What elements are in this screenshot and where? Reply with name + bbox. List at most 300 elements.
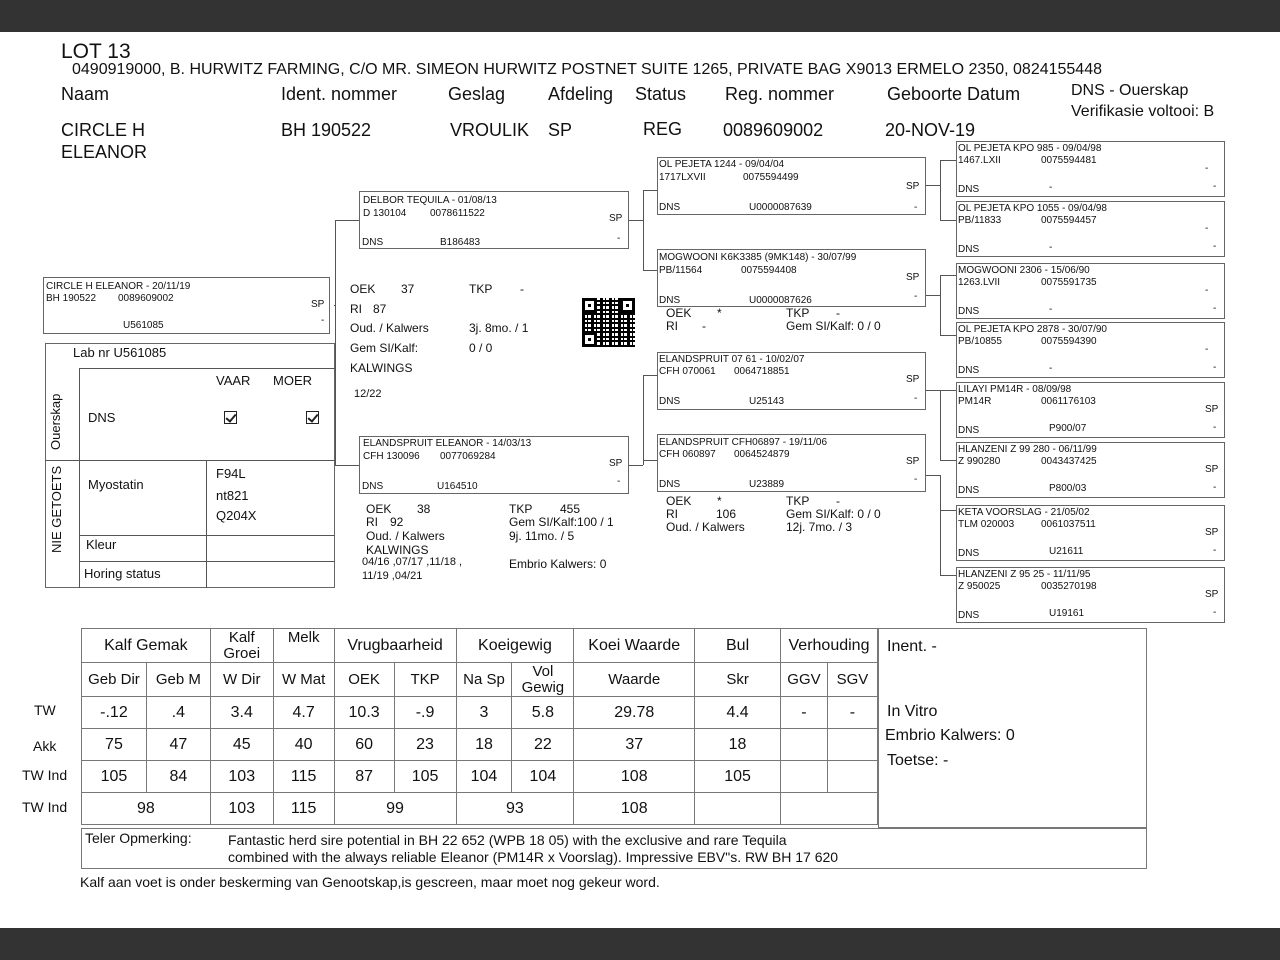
ggp-sp: -	[1205, 344, 1209, 355]
column-header-cell: OEK	[334, 663, 394, 697]
sire-code: B186483	[440, 237, 481, 248]
connector-line	[643, 190, 644, 270]
row-label-tw: TW	[34, 702, 56, 718]
gp4-dns: DNS	[659, 479, 681, 490]
ggp-dash: -	[1213, 607, 1217, 618]
owner-line: 0490919000, B. HURWITZ FARMING, C/O MR. SIMEON HURWITZ POSTNET SUITE 1265, PRIVATE BAG X9013 ERMELO 2350, 0824155448	[72, 61, 1102, 78]
gp3-reg: 0064718851	[734, 366, 790, 377]
akk-cell	[827, 729, 877, 761]
great-grandparent-box	[956, 382, 1225, 438]
connector-line	[940, 275, 941, 335]
animal-name-line2: ELEANOR	[61, 142, 148, 162]
column-header-cell: W Dir	[210, 663, 273, 697]
ggp-title: OL PEJETA KPO 985 - 09/04/98	[958, 143, 1102, 154]
dam-code: U164510	[437, 481, 478, 492]
ggp-dns: DNS	[958, 610, 980, 621]
ggp-dns: DNS	[958, 548, 980, 559]
tw-cell: -.12	[82, 697, 147, 729]
myostatin-q204x: Q204X	[216, 508, 257, 523]
subject-tkp-label: TKP	[469, 282, 493, 296]
ggp-title: HLANZENI Z 95 25 - 11/11/95	[958, 569, 1091, 580]
gp1-id: 1717LXVII	[659, 172, 706, 183]
label-dns-ouerskap: DNS - Ouerskap	[1071, 82, 1189, 99]
ggp-reg: 0043437425	[1041, 456, 1097, 467]
subject-oek-label: OEK	[350, 282, 376, 296]
twind2-kalf-gemak: 98	[82, 793, 211, 825]
gp1-title: OL PEJETA 1244 - 09/04/04	[659, 159, 785, 170]
gp2-oek-value: *	[717, 306, 722, 320]
animal-geboorte: 20-NOV-19	[885, 120, 976, 140]
lab-divider	[79, 535, 335, 536]
group-kalf-gemak: Kalf Gemak	[82, 629, 211, 663]
sire-id: D 130104	[363, 208, 407, 219]
ggp-id: 1467.LXII	[958, 155, 1001, 166]
dam-dns: DNS	[362, 481, 384, 492]
ggp-sp: -	[1205, 163, 1209, 174]
twind-cell: 105	[82, 761, 147, 793]
connector-line	[940, 510, 956, 511]
gp4-title: ELANDSPRUIT CFH06897 - 19/11/06	[659, 437, 828, 448]
connector-line	[940, 160, 941, 220]
ggp-reg: 0061037511	[1041, 519, 1096, 530]
nie-getoets-label: NIE GETOETS	[49, 465, 64, 553]
sire-reg: 0078611522	[430, 208, 485, 219]
column-header-cell: GGV	[780, 663, 827, 697]
ggp-dns: DNS	[958, 244, 980, 255]
ggp-dash: -	[1213, 362, 1217, 373]
lab-ouerskap-label: Ouerskap	[48, 393, 63, 450]
sire-dash: -	[617, 233, 621, 244]
connector-line	[629, 220, 643, 221]
twind2-koeigewig: 93	[456, 793, 574, 825]
gp1-code: U0000087639	[749, 202, 812, 213]
lab-divider	[79, 561, 335, 562]
column-header-cell: SGV	[827, 663, 877, 697]
group-verhouding: Verhouding	[780, 629, 877, 663]
connector-line	[643, 375, 644, 465]
connector-line	[335, 220, 336, 465]
dam-kalwing-dates-2: 11/19 ,04/21	[362, 570, 423, 582]
twind-cell	[780, 761, 827, 793]
subject-dash: -	[321, 315, 325, 326]
gp2-title: MOGWOONI K6K3385 (9MK148) - 30/07/99	[659, 252, 857, 263]
sire-dns: DNS	[362, 237, 384, 248]
ggp-code: U19161	[1049, 608, 1085, 619]
tw-cell: 4.7	[273, 697, 334, 729]
great-grandparent-box	[956, 442, 1225, 498]
connector-line	[940, 575, 956, 576]
connector-line	[926, 295, 940, 296]
gp2-reg: 0075594408	[741, 265, 797, 276]
in-vitro-label: In Vitro	[887, 703, 938, 720]
group-koei-waarde: Koei Waarde	[574, 629, 695, 663]
twind2-kalf-groei: 103	[210, 793, 273, 825]
ggp-id: TLM 020003	[958, 519, 1015, 530]
label-ident: Ident. nommer	[281, 84, 398, 104]
twind-cell: 84	[146, 761, 210, 793]
ggp-dns: DNS	[958, 365, 980, 376]
akk-cell	[780, 729, 827, 761]
dam-sp: SP	[609, 458, 623, 469]
subject-oud-value: 3j. 8mo. / 1	[469, 321, 529, 335]
gp4-dash: -	[914, 474, 918, 485]
myostatin-label: Myostatin	[88, 477, 144, 492]
column-header-cell: Skr	[695, 663, 781, 697]
akk-cell: 75	[82, 729, 147, 761]
subject-title: CIRCLE H ELEANOR - 20/11/19	[46, 281, 191, 292]
column-header-cell: Vol Gewig	[512, 663, 574, 697]
connector-line	[335, 220, 359, 221]
lot-number: LOT 13	[61, 40, 131, 63]
connector-line	[926, 185, 940, 186]
grandparent-box-4	[657, 434, 926, 492]
ggp-title: HLANZENI Z 99 280 - 06/11/99	[958, 444, 1097, 455]
gp2-ri-label: RI	[666, 319, 678, 333]
dam-kalwings: KALWINGS	[366, 543, 429, 557]
akk-cell: 47	[146, 729, 210, 761]
ggp-sp: -	[1205, 223, 1209, 234]
great-grandparent-box	[956, 567, 1225, 623]
ggp-id: PB/11833	[958, 215, 1002, 226]
dam-box	[359, 436, 629, 494]
ggp-reg: 0075594390	[1041, 336, 1097, 347]
connector-line	[643, 270, 657, 271]
myostatin-nt821: nt821	[216, 488, 249, 503]
dam-oud-value: 9j. 11mo. / 5	[509, 529, 575, 543]
ggp-dash: -	[1213, 482, 1217, 493]
ggp-code: -	[1049, 304, 1053, 315]
twind-cell: 115	[273, 761, 334, 793]
ggp-id: Z 950025	[958, 581, 1001, 592]
label-afdeling: Afdeling	[548, 84, 614, 104]
subject-oek-value: 37	[401, 282, 415, 296]
gp4-ri-value: 106	[716, 507, 737, 521]
group-bul: Bul	[695, 629, 781, 663]
footer-note: Kalf aan voet is onder beskerming van Genootskap,is gescreen, maar moet nog gekeur word.	[80, 874, 660, 890]
tw-cell: -	[827, 697, 877, 729]
ggp-dns: DNS	[958, 485, 980, 496]
lab-number: Lab nr U561085	[73, 345, 167, 360]
ggp-dash: -	[1213, 181, 1217, 192]
gp4-oud-value: 12j. 7mo. / 3	[786, 520, 853, 534]
tw-cell: -	[780, 697, 827, 729]
dam-dash: -	[617, 476, 621, 487]
subject-gem-value: 0 / 0	[469, 341, 493, 355]
row-label-akk: Akk	[33, 738, 57, 754]
gp3-dns: DNS	[659, 396, 681, 407]
gp4-oud-label: Oud. / Kalwers	[666, 520, 745, 534]
connector-line	[940, 220, 956, 221]
ggp-reg: 0035270198	[1041, 581, 1097, 592]
gp3-id: CFH 070061	[659, 366, 716, 377]
grandparent-box-1	[657, 157, 926, 215]
great-grandparent-box	[956, 505, 1225, 561]
group-vrugbaarheid: Vrugbaarheid	[334, 629, 456, 663]
connector-line	[940, 475, 941, 575]
qr-code	[582, 298, 635, 347]
subject-tkp-value: -	[520, 282, 524, 296]
column-header-cell: Geb Dir	[82, 663, 147, 697]
dam-reg: 0077069284	[440, 451, 496, 462]
gp4-code: U23889	[749, 479, 785, 490]
row-label-twind: TW Ind	[22, 767, 68, 783]
twind2-melk: 115	[273, 793, 334, 825]
akk-cell: 18	[695, 729, 781, 761]
ggp-id: Z 990280	[958, 456, 1001, 467]
gp4-oek-value: *	[717, 494, 722, 508]
twind-cell	[827, 761, 877, 793]
twind-cell: 103	[210, 761, 273, 793]
tw-cell: 10.3	[334, 697, 394, 729]
subject-kalwing-dates: 12/22	[354, 388, 382, 400]
sire-box	[359, 191, 629, 249]
subject-ri-label: RI	[350, 302, 362, 316]
row-label-twind-2: TW Ind	[22, 799, 68, 815]
ggp-reg: 0075594481	[1041, 155, 1097, 166]
ggp-title: KETA VOORSLAG - 21/05/02	[958, 507, 1090, 518]
ggp-code: -	[1049, 242, 1053, 253]
gp2-sp: SP	[906, 272, 920, 283]
gp4-tkp-value: -	[836, 494, 840, 508]
animal-geslag: VROULIK	[450, 120, 530, 140]
akk-cell: 22	[512, 729, 574, 761]
horing-status-label: Horing status	[84, 566, 161, 581]
lab-divider	[79, 368, 80, 588]
gp1-dash: -	[914, 202, 918, 213]
column-header-cell: Na Sp	[456, 663, 512, 697]
connector-line	[940, 275, 956, 276]
group-kalf-groei: Kalf Groei	[210, 629, 273, 663]
label-status: Status	[635, 84, 687, 104]
lab-vaar-header: VAAR	[216, 373, 251, 388]
ggp-code: P800/03	[1049, 483, 1087, 494]
ggp-id: 1263.LVII	[958, 277, 1001, 288]
animal-afdeling: SP	[548, 120, 573, 140]
teler-text-line2: combined with the always reliable Eleanor (PM14R x Voorslag). Impressive EBV"s. RW BH 17 620	[228, 849, 839, 865]
ggp-reg: 0061176103	[1041, 396, 1096, 407]
column-header-cell: Geb M	[146, 663, 210, 697]
bottom-bar	[0, 928, 1280, 960]
ggp-code: P900/07	[1049, 423, 1087, 434]
embrio-kalwers: Embrio Kalwers: 0	[885, 727, 1015, 744]
great-grandparent-box	[956, 263, 1225, 319]
twind-cell: 108	[574, 761, 695, 793]
akk-cell: 40	[273, 729, 334, 761]
ggp-dns: DNS	[958, 306, 980, 317]
connector-line	[940, 390, 941, 460]
group-melk: Melk	[273, 629, 334, 663]
gp4-oek-label: OEK	[666, 494, 692, 508]
subject-oud-label: Oud. / Kalwers	[350, 321, 429, 335]
ggp-id: PM14R	[958, 396, 992, 407]
subject-id: BH 190522	[46, 293, 97, 304]
label-geslag: Geslag	[448, 84, 506, 104]
lab-moer-header: MOER	[273, 373, 312, 388]
connector-line	[643, 460, 657, 461]
ggp-code: -	[1049, 363, 1053, 374]
twind2-koei-waarde: 108	[574, 793, 695, 825]
dam-oud-label: Oud. / Kalwers	[366, 529, 445, 543]
subject-ri-value: 87	[373, 302, 387, 316]
great-grandparent-box	[956, 141, 1225, 197]
lab-divider	[45, 460, 335, 461]
top-bar	[0, 0, 1280, 32]
connector-line	[926, 390, 940, 391]
tw-cell: 29.78	[574, 697, 695, 729]
myostatin-f94l: F94L	[216, 466, 246, 481]
connector-line	[629, 465, 643, 466]
teler-label: Teler Opmerking:	[85, 830, 192, 846]
ggp-sp: SP	[1205, 527, 1219, 538]
akk-cell: 60	[334, 729, 394, 761]
tw-cell: -.9	[394, 697, 456, 729]
tw-cell: 3	[456, 697, 512, 729]
lab-divider	[206, 460, 207, 588]
gp1-reg: 0075594499	[743, 172, 799, 183]
gp1-dns: DNS	[659, 202, 681, 213]
ggp-sp: SP	[1205, 589, 1219, 600]
sire-sp: SP	[609, 213, 623, 224]
subject-sp: SP	[311, 299, 325, 310]
label-naam: Naam	[61, 84, 110, 104]
dam-ri-value: 92	[390, 515, 404, 529]
dam-oek-value: 38	[417, 502, 431, 516]
label-verifikasie: Verifikasie voltooi: B	[1071, 103, 1215, 120]
subject-kalwings: KALWINGS	[350, 361, 413, 375]
kleur-label: Kleur	[86, 537, 117, 552]
gp2-tkp-value: -	[836, 306, 840, 320]
animal-status: REG	[643, 119, 683, 139]
tw-cell: 3.4	[210, 697, 273, 729]
animal-ident: BH 190522	[281, 120, 372, 140]
subject-box	[43, 277, 330, 334]
ggp-dns: DNS	[958, 184, 980, 195]
dam-tkp-value: 455	[560, 502, 581, 516]
ggp-code: U21611	[1049, 546, 1084, 557]
ggp-reg: 0075594457	[1041, 215, 1097, 226]
dam-id: CFH 130096	[363, 451, 420, 462]
gp2-dash: -	[914, 291, 918, 302]
twind2-bul	[695, 793, 781, 825]
twind-cell: 104	[512, 761, 574, 793]
gp4-gem-value: Gem SI/Kalf: 0 / 0	[786, 507, 881, 521]
dam-oek-label: OEK	[366, 502, 392, 516]
column-header-cell: W Mat	[273, 663, 334, 697]
gp4-ri-label: RI	[666, 507, 678, 521]
column-header-cell: Waarde	[574, 663, 695, 697]
akk-cell: 45	[210, 729, 273, 761]
tw-cell: .4	[146, 697, 210, 729]
dam-kalwing-dates-1: 04/16 ,07/17 ,11/18 ,	[362, 556, 463, 568]
ggp-sp: SP	[1205, 464, 1219, 475]
ggp-dash: -	[1213, 241, 1217, 252]
ggp-sp: -	[1205, 285, 1209, 296]
gp2-code: U0000087626	[749, 295, 812, 306]
gp4-reg: 0064524879	[734, 449, 790, 460]
ggp-dash: -	[1213, 303, 1217, 314]
ggp-title: MOGWOONI 2306 - 15/06/90	[958, 265, 1090, 276]
gp4-id: CFH 060897	[659, 449, 716, 460]
dam-title: ELANDSPRUIT ELEANOR - 14/03/13	[363, 438, 532, 449]
dam-gem-value: Gem SI/Kalf:100 / 1	[509, 515, 614, 529]
twind-cell: 104	[456, 761, 512, 793]
subject-gem-label: Gem SI/Kalf:	[350, 341, 419, 355]
lab-divider	[79, 368, 335, 369]
toetse-label: Toetse: -	[887, 752, 949, 769]
subject-code: U561085	[123, 320, 164, 331]
connector-line	[940, 390, 956, 391]
akk-cell: 37	[574, 729, 695, 761]
ggp-code: -	[1049, 182, 1053, 193]
connector-line	[335, 465, 359, 466]
twind2-vrugbaarheid: 99	[334, 793, 456, 825]
gp4-sp: SP	[906, 456, 920, 467]
label-geboorte: Geboorte Datum	[887, 84, 1021, 104]
twind-cell: 105	[394, 761, 456, 793]
gp2-dns: DNS	[659, 295, 681, 306]
vaar-dns-checkbox	[224, 411, 237, 424]
gp3-sp: SP	[906, 374, 920, 385]
grandparent-box-2	[657, 249, 926, 307]
tw-cell: 5.8	[512, 697, 574, 729]
connector-line	[926, 475, 940, 476]
gp1-sp: SP	[906, 181, 920, 192]
tw-cell: 4.4	[695, 697, 781, 729]
connector-line	[643, 190, 657, 191]
connector-line	[643, 375, 657, 376]
gp3-dash: -	[914, 393, 918, 404]
teler-text-line1: Fantastic herd sire potential in BH 22 652 (WPB 18 05) with the exclusive and rare Tequila	[228, 832, 787, 848]
dam-ri-label: RI	[366, 515, 378, 529]
grandparent-box-3	[657, 352, 926, 410]
moer-dns-checkbox	[306, 411, 319, 424]
ggp-title: LILAYI PM14R - 08/09/98	[958, 384, 1072, 395]
twind-cell: 87	[334, 761, 394, 793]
gp3-code: U25143	[749, 396, 785, 407]
ggp-title: OL PEJETA KPO 1055 - 09/04/98	[958, 203, 1107, 214]
ggp-dash: -	[1213, 422, 1217, 433]
ggp-id: PB/10855	[958, 336, 1002, 347]
sire-title: DELBOR TEQUILA - 01/08/13	[363, 195, 497, 206]
gp2-tkp-label: TKP	[786, 306, 810, 320]
ebv-table	[81, 628, 878, 825]
gp2-oek-label: OEK	[666, 306, 692, 320]
dam-tkp-label: TKP	[509, 502, 533, 516]
group-koeigewig: Koeigewig	[456, 629, 574, 663]
inent-label: Inent. -	[887, 638, 937, 655]
twind-cell: 105	[695, 761, 781, 793]
ggp-reg: 0075591735	[1041, 277, 1097, 288]
gp2-gem-value: Gem SI/Kalf: 0 / 0	[786, 319, 881, 333]
akk-cell: 18	[456, 729, 512, 761]
ggp-dns: DNS	[958, 425, 980, 436]
subject-reg: 0089609002	[118, 293, 174, 304]
great-grandparent-box	[956, 201, 1225, 257]
akk-cell: 23	[394, 729, 456, 761]
gp3-title: ELANDSPRUIT 07 61 - 10/02/07	[659, 354, 805, 365]
ggp-sp: SP	[1205, 404, 1219, 415]
connector-line	[940, 160, 956, 161]
ebv-side-box	[878, 628, 1147, 828]
great-grandparent-box	[956, 322, 1225, 378]
label-reg: Reg. nommer	[725, 84, 835, 104]
ggp-title: OL PEJETA KPO 2878 - 30/07/90	[958, 324, 1107, 335]
animal-reg: 0089609002	[723, 120, 824, 140]
ggp-dash: -	[1213, 545, 1217, 556]
teler-opmerking-box	[81, 828, 1147, 869]
connector-line	[940, 460, 956, 461]
gp2-ri-value: -	[702, 319, 706, 333]
